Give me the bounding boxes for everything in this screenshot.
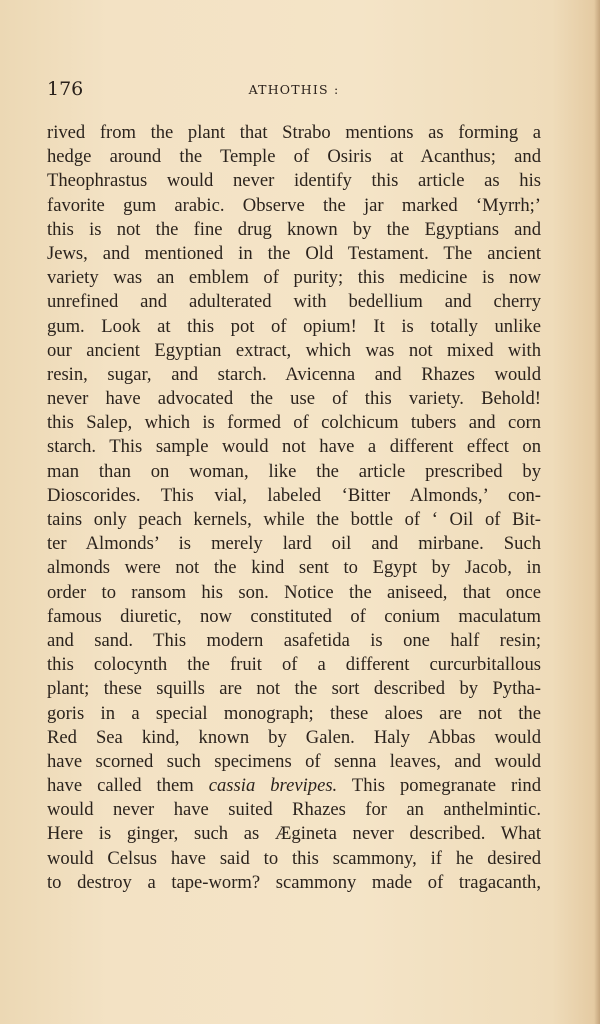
text-line-9: gum. Look at this pot of opium! It is totally unlike bbox=[47, 315, 541, 337]
text-line-12: never have advocated the use of this variety. Behold! bbox=[47, 388, 541, 410]
text-line-21: famous diuretic, now constituted of conium maculatum bbox=[47, 605, 541, 627]
text-line-27: have scorned such specimens of senna leaves, and would bbox=[47, 750, 541, 772]
text-line-3: Theophrastus would never identify this article as his bbox=[47, 170, 541, 192]
text-line-4: favorite gum arabic. Observe the jar marked ‘Myrrh;’ bbox=[47, 194, 541, 216]
text-line-14: starch. This sample would not have a different effect on bbox=[47, 436, 541, 458]
text-line-11: resin, sugar, and starch. Avicenna and Rhazes would bbox=[47, 363, 541, 385]
text-line-6: Jews, and mentioned in the Old Testament. The ancient bbox=[47, 242, 541, 264]
page-header bbox=[47, 78, 541, 102]
text-line-8: unrefined and adulterated with bedellium and cherry bbox=[47, 291, 541, 313]
text-line-20: order to ransom his son. Notice the aniseed, that once bbox=[47, 581, 541, 603]
text-line-18: ter Almonds’ is merely lard oil and mirbane. Such bbox=[47, 533, 541, 555]
text-line-23: this colocynth the fruit of a different curcurbitallous bbox=[47, 654, 541, 676]
text-line-30: Here is ginger, such as Ægineta never described. What bbox=[47, 823, 541, 845]
text-line-16: Dioscorides. This vial, labeled ‘Bitter Almonds,’ con- bbox=[47, 484, 541, 506]
text-line-5: this is not the fine drug known by the Egyptians and bbox=[47, 218, 541, 240]
text-line-32: to destroy a tape-worm? scammony made of tragacanth, bbox=[47, 871, 541, 893]
text-line-10: our ancient Egyptian extract, which was not mixed with bbox=[47, 339, 541, 361]
text-line-26: Red Sea kind, known by Galen. Haly Abbas would bbox=[47, 726, 541, 748]
running-head: ATHOTHIS : bbox=[248, 82, 340, 97]
text-line-2: hedge around the Temple of Osiris at Acanthus; and bbox=[47, 146, 541, 168]
text-line-15: man than on woman, like the article prescribed by bbox=[47, 460, 541, 482]
text-line-28-end: This pomegranate rind bbox=[337, 775, 541, 797]
text-line-22: and sand. This modern asafetida is one half resin; bbox=[47, 629, 541, 651]
text-line-19: almonds were not the kind sent to Egypt by Jacob, in bbox=[47, 557, 541, 579]
text-line-29: would never have suited Rhazes for an anthelmintic. bbox=[47, 799, 541, 821]
body-text bbox=[47, 121, 541, 895]
text-line-24: plant; these squills are not the sort described by Pytha- bbox=[47, 678, 541, 700]
page-number: 176 bbox=[47, 78, 84, 100]
text-line-31: would Celsus have said to this scammony, if he desired bbox=[47, 847, 541, 869]
text-line-25: goris in a special monograph; these aloes are not the bbox=[47, 702, 541, 724]
page-edge-shadow bbox=[594, 0, 600, 1024]
text-line-17: tains only peach kernels, while the bottle of ‘ Oil of Bit- bbox=[47, 509, 541, 530]
text-line-13: this Salep, which is formed of colchicum tubers and corn bbox=[47, 412, 541, 434]
text-line-1: rived from the plant that Strabo mentions as forming a bbox=[47, 122, 541, 143]
text-line-28-start: have called them bbox=[47, 775, 209, 797]
italic-term: cassia brevipes. bbox=[208, 775, 338, 797]
text-line-28 bbox=[47, 774, 541, 798]
text-line-7: variety was an emblem of purity; this medicine is now bbox=[47, 267, 541, 289]
